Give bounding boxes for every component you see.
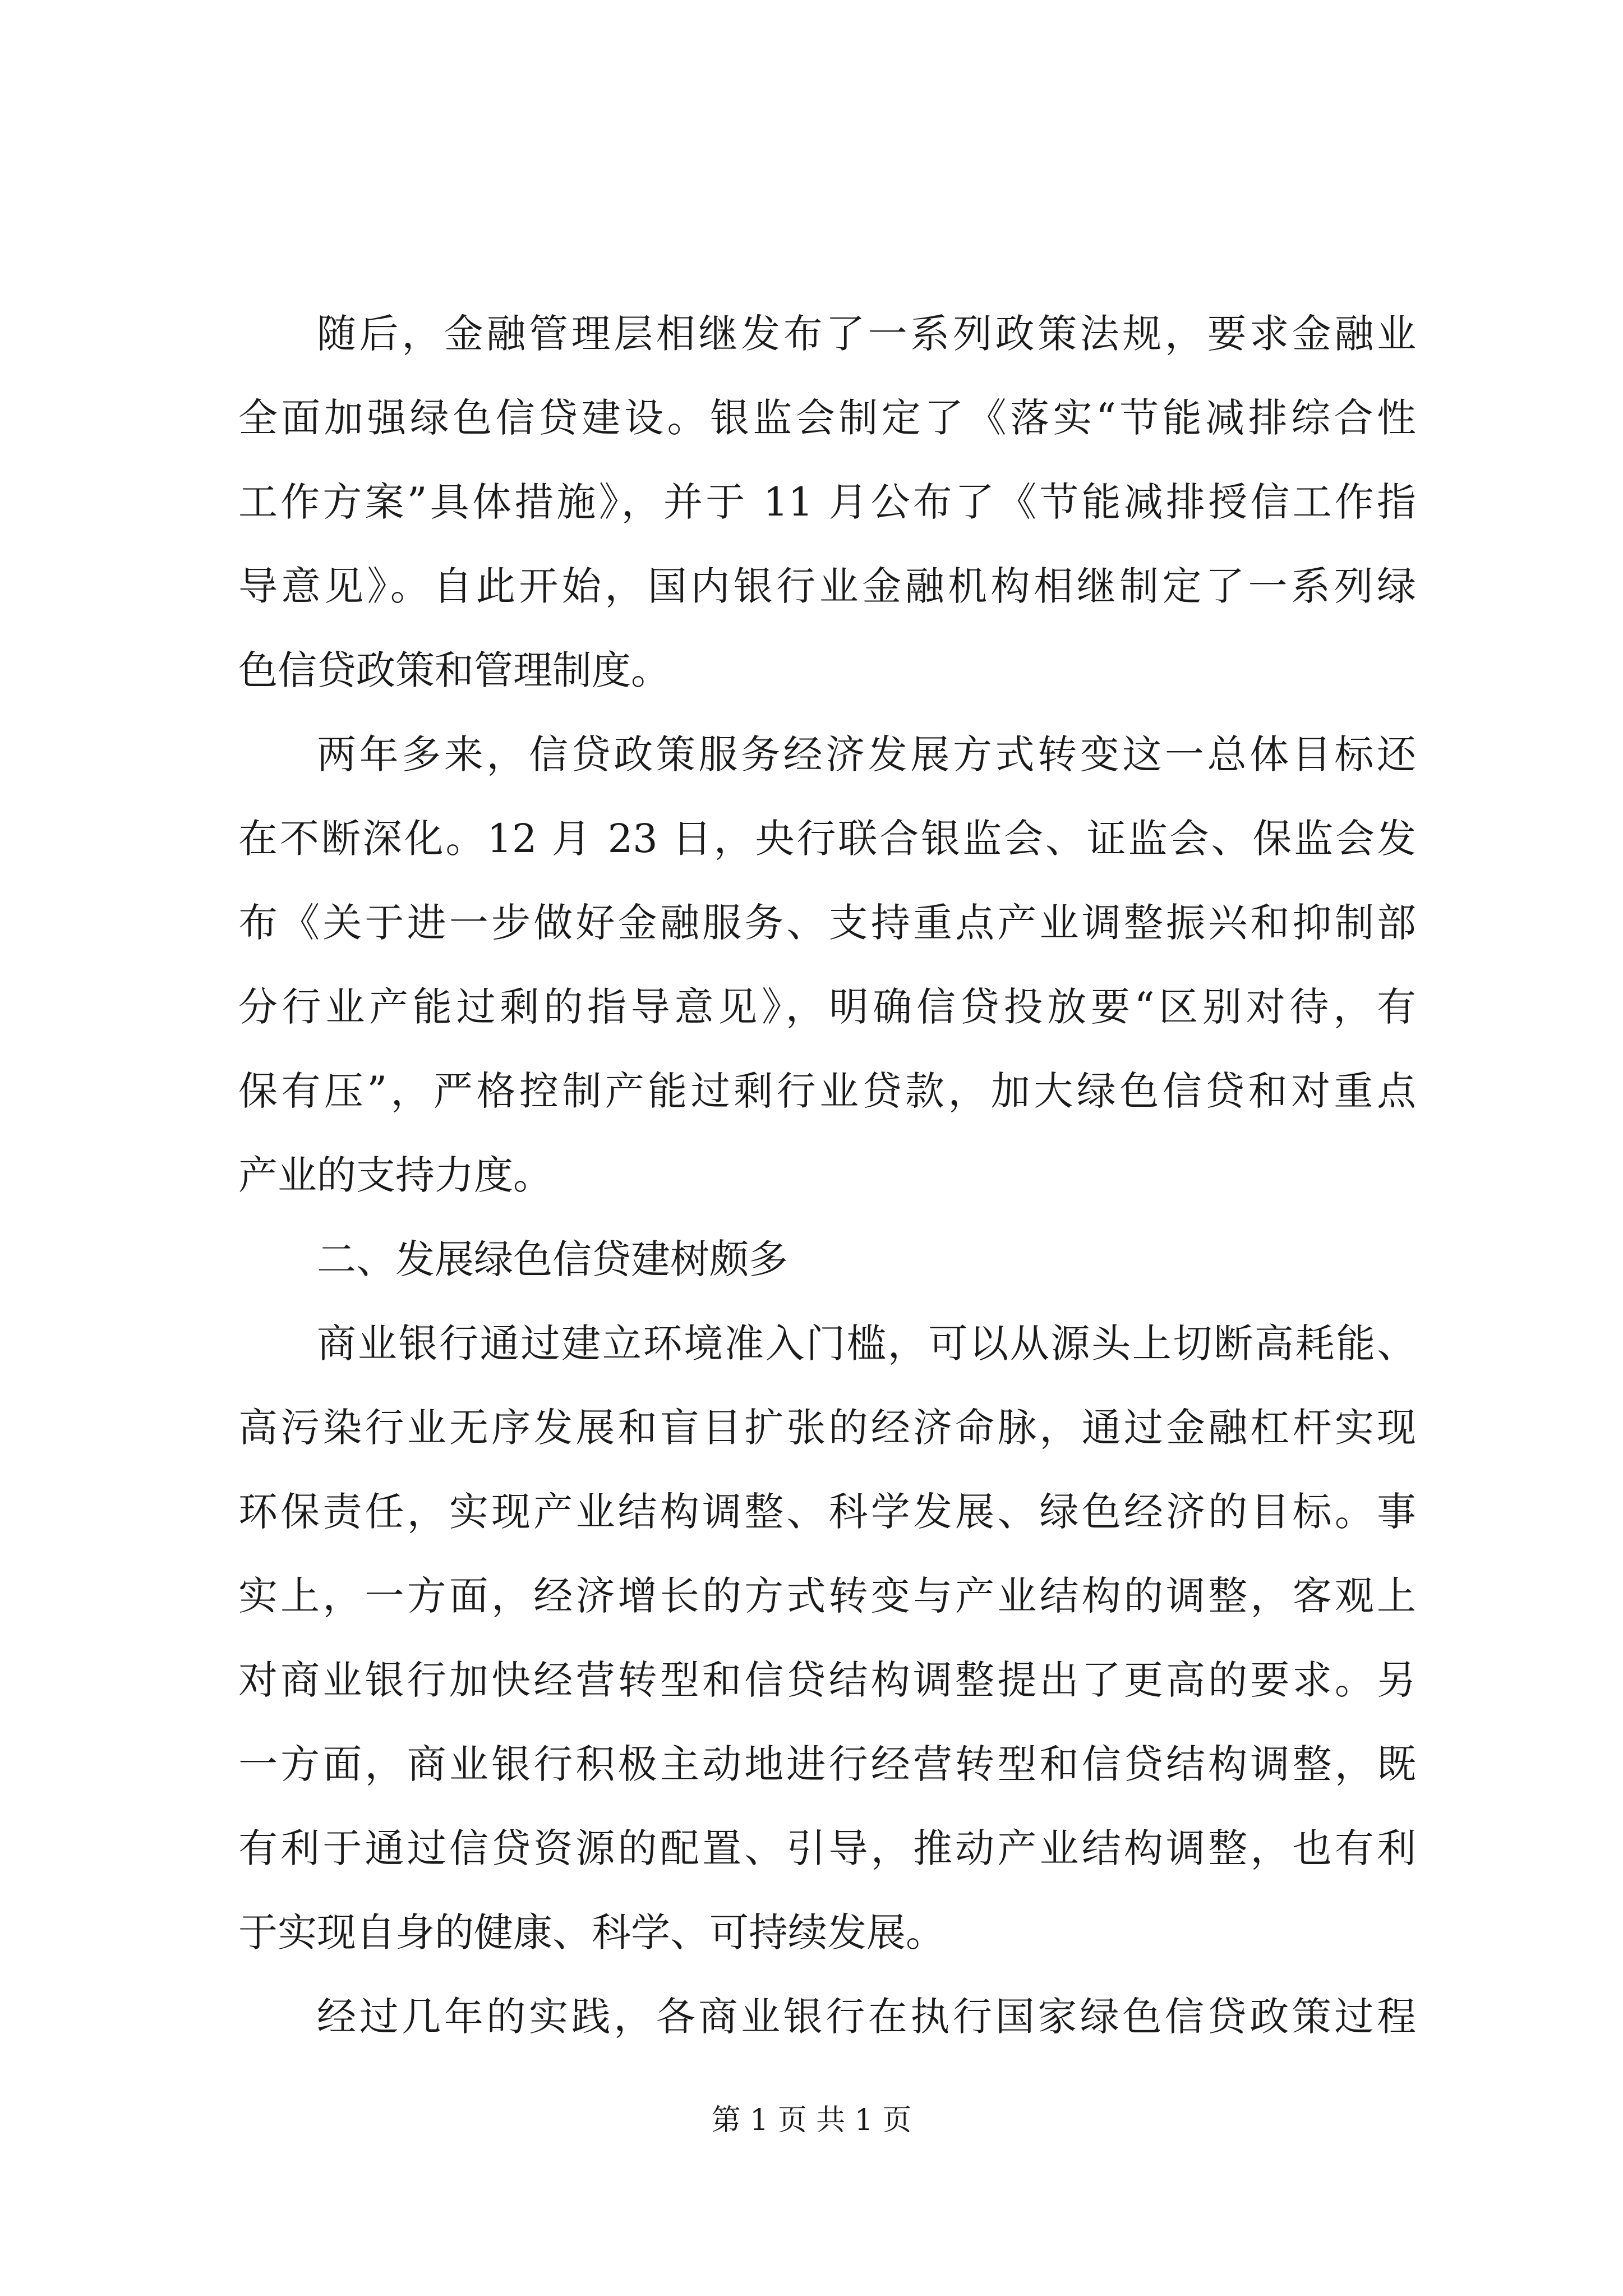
paragraph-3-line-2: 高污染行业无序发展和盲目扩张的经济命脉，通过金融杠杆实现	[238, 1405, 1416, 1451]
paragraph-3-line-1: 商业银行通过建立环境准入门槛，可以从源头上切断高耗能、	[317, 1320, 1416, 1366]
paragraph-2-line-3: 布《关于进一步做好金融服务、支持重点产业调整振兴和抑制部	[238, 900, 1416, 946]
paragraph-3-line-4: 实上，一方面，经济增长的方式转变与产业结构的调整，客观上	[238, 1573, 1416, 1619]
paragraph-1-line-5: 色信贷政策和管理制度。	[238, 647, 670, 693]
paragraph-3-line-3: 环保责任，实现产业结构调整、科学发展、绿色经济的目标。事	[238, 1489, 1416, 1535]
paragraph-2-line-4: 分行业产能过剩的指导意见》，明确信贷投放要“区别对待，有	[238, 984, 1416, 1030]
paragraph-2-line-2: 在不断深化。12 月 23 日，央行联合银监会、证监会、保监会发	[238, 816, 1416, 862]
paragraph-1-line-4: 导意见》。自此开始，国内银行业金融机构相继制定了一系列绿	[238, 563, 1416, 609]
paragraph-1-line-1: 随后，金融管理层相继发布了一系列政策法规，要求金融业	[317, 311, 1416, 357]
page-footer	[0, 2101, 1623, 2140]
paragraph-1-line-2: 全面加强绿色信贷建设。银监会制定了《落实“节能减排综合性	[238, 395, 1416, 441]
section-heading: 二、发展绿色信贷建树颇多	[317, 1236, 788, 1282]
paragraph-2-line-1: 两年多来，信贷政策服务经济发展方式转变这一总体目标还	[317, 731, 1416, 777]
paragraph-3-line-6: 一方面，商业银行积极主动地进行经营转型和信贷结构调整，既	[238, 1741, 1416, 1787]
paragraph-3-line-5: 对商业银行加快经营转型和信贷结构调整提出了更高的要求。另	[238, 1657, 1416, 1703]
paragraph-2-line-6: 产业的支持力度。	[238, 1152, 552, 1198]
page-indicator: 第 1 页 共 1 页	[711, 2104, 912, 2137]
paragraph-1-line-3: 工作方案”具体措施》，并于 11 月公布了《节能减排授信工作指	[238, 479, 1416, 525]
paragraph-4-line-1: 经过几年的实践，各商业银行在执行国家绿色信贷政策过程	[317, 1994, 1416, 2040]
paragraph-3-line-8: 于实现自身的健康、科学、可持续发展。	[238, 1910, 945, 1955]
paragraph-3-line-7: 有利于通过信贷资源的配置、引导，推动产业结构调整，也有利	[238, 1825, 1416, 1871]
paragraph-2-line-5: 保有压”，严格控制产能过剩行业贷款，加大绿色信贷和对重点	[238, 1068, 1416, 1114]
